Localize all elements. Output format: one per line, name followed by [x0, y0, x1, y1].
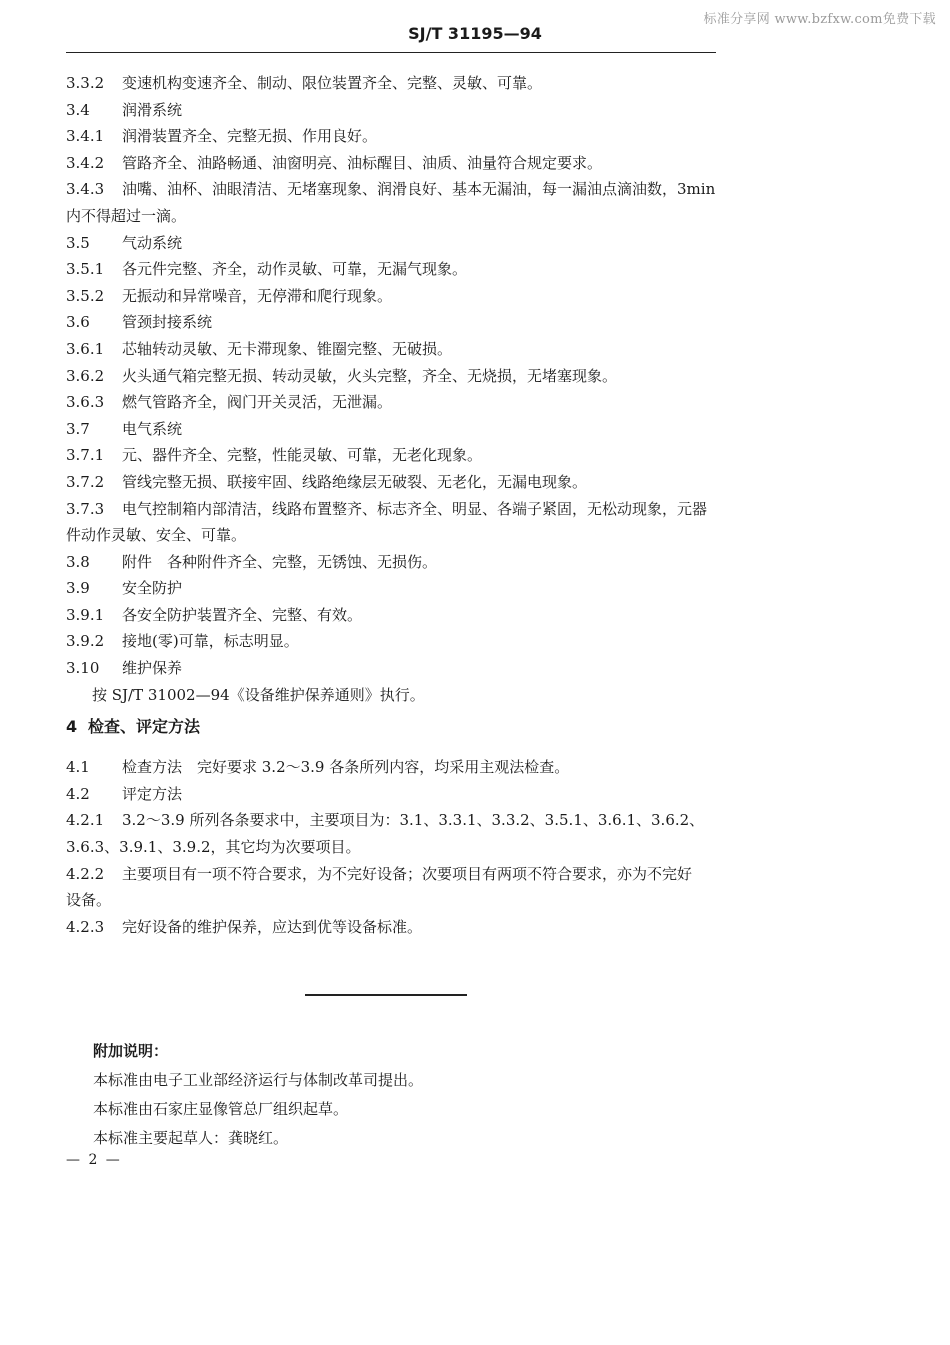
clause-number: 4.1	[66, 758, 90, 777]
clause-number: 3.4.2	[66, 153, 105, 172]
clause-text: 油嘴、油杯、油眼清洁、无堵塞现象、润滑良好、基本无漏油，每一漏油点滴油数，3min	[122, 180, 716, 199]
clause-number: 3.3.2	[66, 74, 105, 92]
clause-line	[66, 781, 716, 808]
clause-text: 润滑装置齐全、完整无损、作用良好。	[122, 127, 378, 146]
clause-number: 4.2.2	[66, 864, 105, 883]
clause-text: 维护保养	[122, 659, 183, 678]
clause-text: 检查方法 完好要求 3.2～3.9 各条所列内容，均采用主观法检查。	[122, 758, 570, 777]
clause-line	[66, 389, 716, 416]
clause-number: 3.7	[66, 419, 90, 438]
clause-line	[66, 602, 716, 629]
clause-line	[66, 496, 716, 523]
clause-line	[66, 469, 716, 496]
notes-item: 本标准由电子工业部经济运行与体制改革司提出。	[93, 1071, 424, 1089]
clause-text: 管颈封接系统	[122, 313, 213, 332]
clause-text: 附件 各种附件齐全、完整，无锈蚀、无损伤。	[122, 552, 438, 571]
clause-continuation	[66, 522, 716, 549]
clause-number: 3.6.1	[66, 339, 105, 358]
clause-number: 3.5	[66, 233, 90, 252]
clause-text: 燃气管路齐全，阀门开关灵活，无泄漏。	[122, 393, 393, 412]
notes-item: 本标准主要起草人：龚晓红。	[93, 1129, 289, 1147]
clause-number: 3.4	[66, 100, 90, 119]
clause-line	[66, 628, 716, 655]
clause-number: 3.4.1	[66, 127, 105, 146]
clause-number: 3.9.1	[66, 605, 105, 624]
clause-number: 3.5.1	[66, 260, 105, 279]
section-number: 4	[66, 717, 78, 737]
clause-number: 3.6.3	[66, 393, 105, 412]
clause-text: 3.6.3、3.9.1、3.9.2，其它均为次要项目。	[66, 838, 361, 857]
clause-line	[66, 230, 716, 257]
clause-line	[66, 70, 716, 97]
clause-line	[66, 549, 716, 576]
clause-number: 4.2.1	[66, 811, 105, 830]
clause-number: 3.4.3	[66, 180, 105, 199]
clause-line	[66, 176, 716, 203]
clause-text: 各元件完整、齐全，动作灵敏、可靠，无漏气现象。	[122, 260, 468, 279]
end-of-standard-rule	[305, 994, 467, 996]
clause-line	[66, 655, 716, 682]
clause-line	[66, 336, 716, 363]
section-title: 检查、评定方法	[88, 717, 201, 737]
clause-line	[66, 150, 716, 177]
header-divider	[66, 52, 716, 53]
page-number: — 2 —	[66, 1152, 122, 1168]
clause-number: 3.10	[66, 659, 100, 678]
clause-text: 润滑系统	[122, 100, 183, 119]
clause-number: 3.6.2	[66, 366, 105, 385]
clause-text: 变速机构变速齐全、制动、限位装置齐全、完整、灵敏、可靠。	[122, 74, 543, 92]
clause-continuation	[66, 834, 716, 861]
clause-text: 管线完整无损、联接牢固、线路绝缘层无破裂、无老化，无漏电现象。	[122, 472, 588, 491]
clause-text: 元、器件齐全、完整，性能灵敏、可靠，无老化现象。	[122, 446, 483, 465]
clause-line	[66, 754, 716, 781]
clause-continuation	[66, 887, 716, 914]
clause-number: 3.9	[66, 579, 90, 598]
clause-number: 3.7.1	[66, 446, 105, 465]
clause-text: 芯轴转动灵敏、无卡滞现象、锥圈完整、无破损。	[122, 339, 453, 358]
clause-continuation	[66, 203, 716, 230]
clause-line	[66, 442, 716, 469]
clause-number: 3.5.2	[66, 286, 105, 305]
clause-text: 各安全防护装置齐全、完整、有效。	[122, 605, 363, 624]
clause-text: 主要项目有一项不符合要求，为不完好设备；次要项目有两项不符合要求，亦为不完好	[122, 864, 693, 883]
clause-text: 3.2～3.9 所列各条要求中，主要项目为：3.1、3.3.1、3.3.2、3.5.1、3.6.1、3.6.2、	[122, 811, 705, 830]
clause-line	[66, 256, 716, 283]
notes-item: 本标准由石家庄显像管总厂组织起草。	[93, 1100, 349, 1118]
clause-line	[66, 807, 716, 834]
watermark-text: 标准分享网 www.bzfxw.com免费下载	[703, 12, 936, 27]
clause-line	[66, 416, 716, 443]
clause-text: 管路齐全、油路畅通、油窗明亮、油标醒目、油质、油量符合规定要求。	[122, 153, 603, 172]
clause-number: 4.2.3	[66, 917, 105, 936]
clause-text: 电气控制箱内部清洁，线路布置整齐、标志齐全、明显、各端子紧固，无松动现象，元器	[122, 499, 708, 518]
clause-line	[66, 123, 716, 150]
clause-text: 火头通气箱完整无损、转动灵敏，火头完整，齐全、无烧损，无堵塞现象。	[122, 366, 618, 385]
clause-text: 电气系统	[122, 419, 183, 438]
clause-indented-line: 按 SJ/T 31002—94《设备维护保养通则》执行。	[92, 685, 425, 704]
clause-text: 气动系统	[122, 233, 183, 252]
clause-line	[66, 914, 716, 941]
clause-line	[66, 309, 716, 336]
clause-number: 3.9.2	[66, 632, 105, 651]
additional-notes	[93, 1037, 693, 1153]
clause-text: 件动作灵敏、安全、可靠。	[66, 526, 247, 545]
section-heading	[66, 714, 716, 740]
clause-text: 内不得超过一滴。	[66, 206, 187, 225]
clause-line	[66, 97, 716, 124]
clause-text: 安全防护	[122, 579, 183, 598]
clause-text: 无振动和异常噪音，无停滞和爬行现象。	[122, 286, 393, 305]
clause-text: 评定方法	[122, 784, 183, 803]
document-body	[66, 70, 716, 940]
notes-title: 附加说明：	[93, 1042, 169, 1060]
clause-text: 接地(零)可靠，标志明显。	[122, 632, 299, 651]
clause-number: 3.7.3	[66, 499, 105, 518]
clause-line	[66, 363, 716, 390]
clause-line	[66, 861, 716, 888]
clause-number: 3.7.2	[66, 472, 105, 491]
clause-number: 3.6	[66, 313, 90, 332]
standard-code-header: SJ/T 31195—94	[408, 24, 542, 43]
clause-text: 设备。	[66, 891, 112, 910]
clause-text: 完好设备的维护保养，应达到优等设备标准。	[122, 917, 423, 936]
clause-line	[66, 575, 716, 602]
clause-number: 4.2	[66, 784, 90, 803]
clause-line	[66, 283, 716, 310]
clause-number: 3.8	[66, 552, 90, 571]
